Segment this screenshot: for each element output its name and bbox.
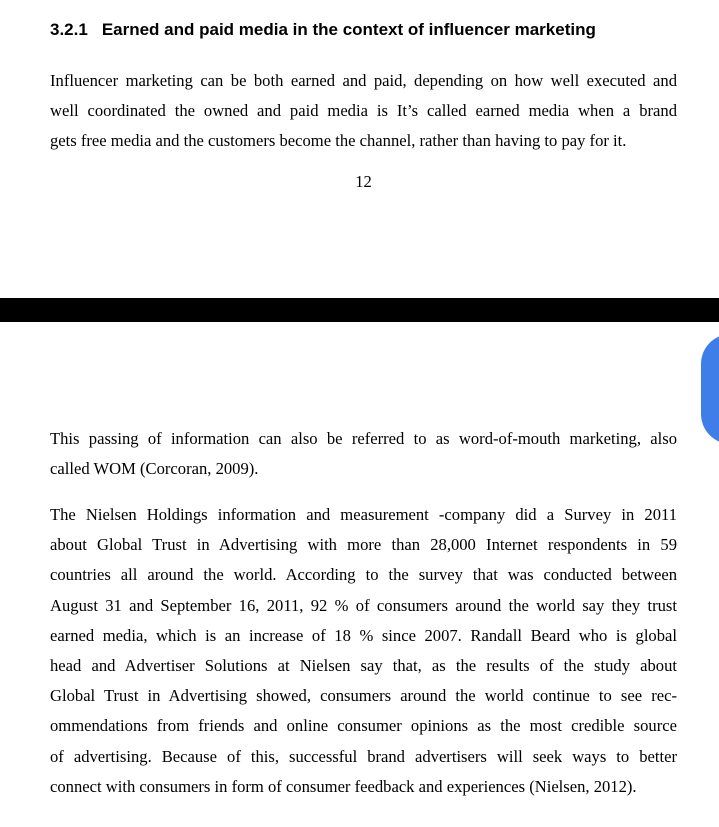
section-heading [50,20,596,40]
text-line: earned media, which is an increase of 18 % since 2007. Randall Beard who is global [50,625,677,645]
text-line: about Global Trust in Advertising with more than 28,000 Internet respondents in 59 [50,535,677,555]
text-line: Influencer marketing can be both earned and paid, depending on how well executed and [50,71,677,90]
section-title: Earned and paid media in the context of influencer marketing [101,20,596,39]
text-line: well coordinated the owned and paid media is It’s called earned media when a brand [50,101,677,121]
text-line: August 31 and September 16, 2011, 92 % of consumers around the world say they trust [50,595,677,615]
text-line: The Nielsen Holdings information and measurement -company did a Survey in 2011 [50,505,677,524]
paragraph-nielsen-survey [50,500,677,802]
section-number: 3.2.1 [50,20,88,39]
paragraph-influencer-marketing [50,66,677,157]
page-gap [0,298,719,322]
text-line: countries all around the world. According to the survey that was conducted between [50,565,677,585]
document-page-upper [0,0,719,298]
text-line: ommendations from friends and online consumer opinions as the most credible source [50,716,677,736]
text-line: called WOM (Corcoran, 2009). [50,459,259,479]
page-number: 12 [355,172,372,191]
text-line: connect with consumers in form of consumer feedback and experiences (Nielsen, 2012). [50,776,637,796]
text-line: of advertising. Because of this, successful brand advertisers will seek ways to better [50,746,677,766]
text-line: gets free media and the customers become the channel, rather than having to pay for it. [50,131,627,151]
text-line: head and Advertiser Solutions at Nielsen say that, as the results of the study about [50,656,677,676]
paragraph-word-of-mouth [50,424,677,484]
text-line: This passing of information can also be referred to as word-of-mouth marketing, also [50,429,677,448]
side-scroll-tab[interactable] [701,334,719,444]
text-line: Global Trust in Advertising showed, consumers around the world continue to see rec- [50,686,677,706]
